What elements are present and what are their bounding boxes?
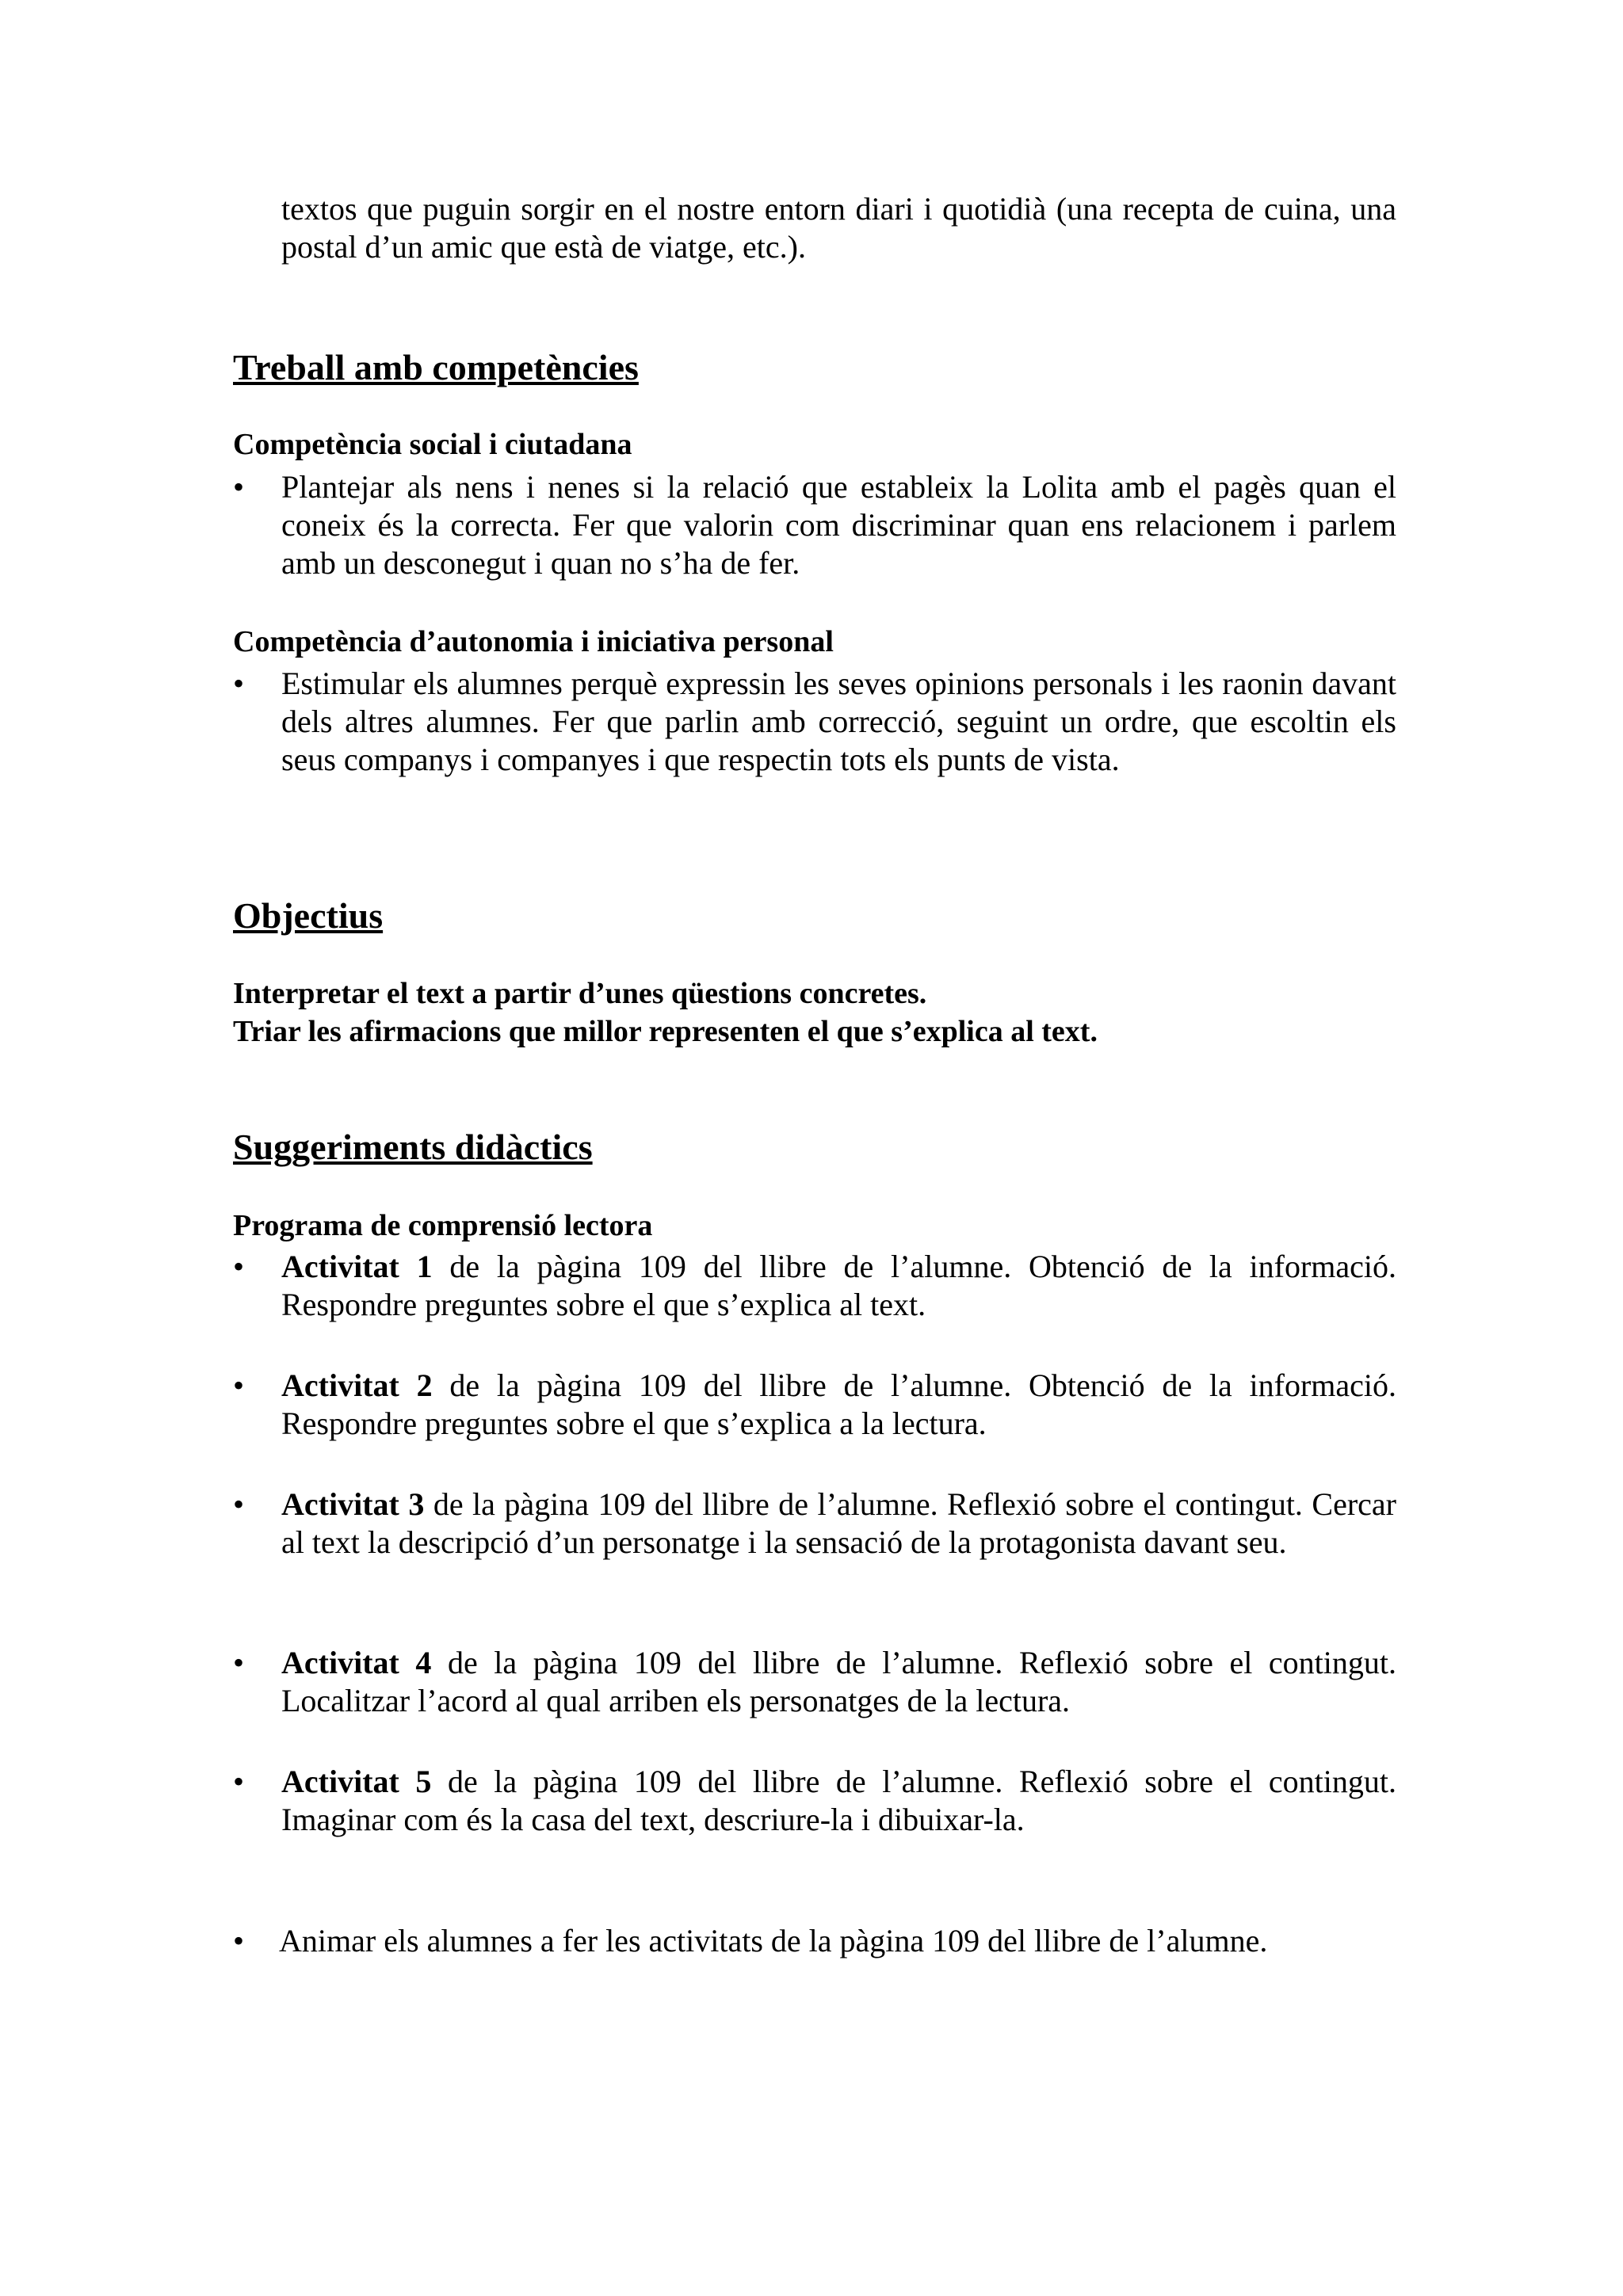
activity-description: de la pàgina 109 del llibre de l’alumne. Obtenció de la informació. Respondre preguntes sobre el que s’explica a la lectura. bbox=[281, 1367, 1397, 1441]
final-suggestion-text: Animar els alumnes a fer les activitats de la pàgina 109 del llibre de l’alumne. bbox=[279, 1923, 1268, 1958]
bullet-icon: • bbox=[233, 1764, 245, 1799]
objectives-heading: Objectius bbox=[233, 895, 384, 936]
activity-label: Activitat 3 bbox=[281, 1486, 425, 1522]
objective-line: Triar les afirmacions que millor representen el que s’explica al text. bbox=[233, 1015, 1098, 1048]
bullet-icon: • bbox=[233, 1645, 245, 1680]
activity-text bbox=[281, 1763, 1396, 1839]
intro-paragraph: textos que puguin sorgir en el nostre entorn diari i quotidià (una recepta de cuina, una postal d’un amic que està de viatge, etc.). bbox=[281, 191, 1396, 265]
activity-text bbox=[281, 1248, 1396, 1324]
activity-item bbox=[233, 1644, 1396, 1720]
bullet-icon: • bbox=[233, 1367, 245, 1403]
autonomy-competence-text: Estimular els alumnes perquè expressin les seves opinions personals i les raonin davant dels altres alumnes. Fer que parlin amb correcció, seguint un ordre, que escoltin els seus companys i companyes i que respectin tots els punts de vista. bbox=[281, 666, 1396, 777]
activity-item bbox=[233, 1248, 1396, 1324]
autonomy-competence-title: Competència d’autonomia i iniciativa personal bbox=[233, 625, 834, 658]
activity-label: Activitat 5 bbox=[281, 1764, 432, 1799]
activity-label: Activitat 2 bbox=[281, 1367, 433, 1403]
bullet-icon: • bbox=[233, 1486, 245, 1522]
competencies-heading: Treball amb competències bbox=[233, 347, 639, 387]
bullet-icon: • bbox=[233, 469, 245, 505]
autonomy-competence-item bbox=[233, 665, 1396, 779]
reading-program-title: Programa de comprensió lectora bbox=[233, 1209, 653, 1242]
activity-item bbox=[233, 1763, 1396, 1839]
social-competence-title: Competència social i ciutadana bbox=[233, 428, 632, 461]
activity-item bbox=[233, 1367, 1396, 1443]
activity-description: de la pàgina 109 del llibre de l’alumne. Obtenció de la informació. Respondre preguntes sobre el que s’explica al text. bbox=[281, 1249, 1397, 1322]
bullet-icon: • bbox=[233, 1923, 245, 1958]
social-competence-item bbox=[233, 468, 1396, 582]
activity-item bbox=[233, 1486, 1396, 1562]
suggestions-heading: Suggeriments didàctics bbox=[233, 1127, 593, 1167]
final-suggestion-item bbox=[233, 1922, 1396, 1960]
activity-label: Activitat 4 bbox=[281, 1645, 432, 1680]
activity-description: de la pàgina 109 del llibre de l’alumne. Reflexió sobre el contingut. Imaginar com és la casa del text, descriure-la i dibuixar-la. bbox=[281, 1764, 1397, 1837]
activity-description: de la pàgina 109 del llibre de l’alumne. Reflexió sobre el contingut. Cercar al text la descripció d’un personatge i la sensació de la protagonista davant seu. bbox=[281, 1486, 1397, 1560]
activity-text bbox=[281, 1644, 1396, 1720]
activity-text bbox=[281, 1486, 1396, 1562]
social-competence-text: Plantejar als nens i nenes si la relació que estableix la Lolita amb el pagès quan el coneix és la correcta. Fer que valorin com discriminar quan ens relacionem i parlem amb un desconegut i quan no s’ha de fer. bbox=[281, 469, 1396, 581]
objective-line: Interpretar el text a partir d’unes qüestions concretes. bbox=[233, 977, 927, 1010]
bullet-icon: • bbox=[233, 1249, 245, 1284]
bullet-icon: • bbox=[233, 666, 245, 701]
activity-label: Activitat 1 bbox=[281, 1249, 433, 1284]
activity-text bbox=[281, 1367, 1396, 1443]
activity-description: de la pàgina 109 del llibre de l’alumne. Reflexió sobre el contingut. Localitzar l’acord al qual arriben els personatges de la lectura. bbox=[281, 1645, 1397, 1718]
